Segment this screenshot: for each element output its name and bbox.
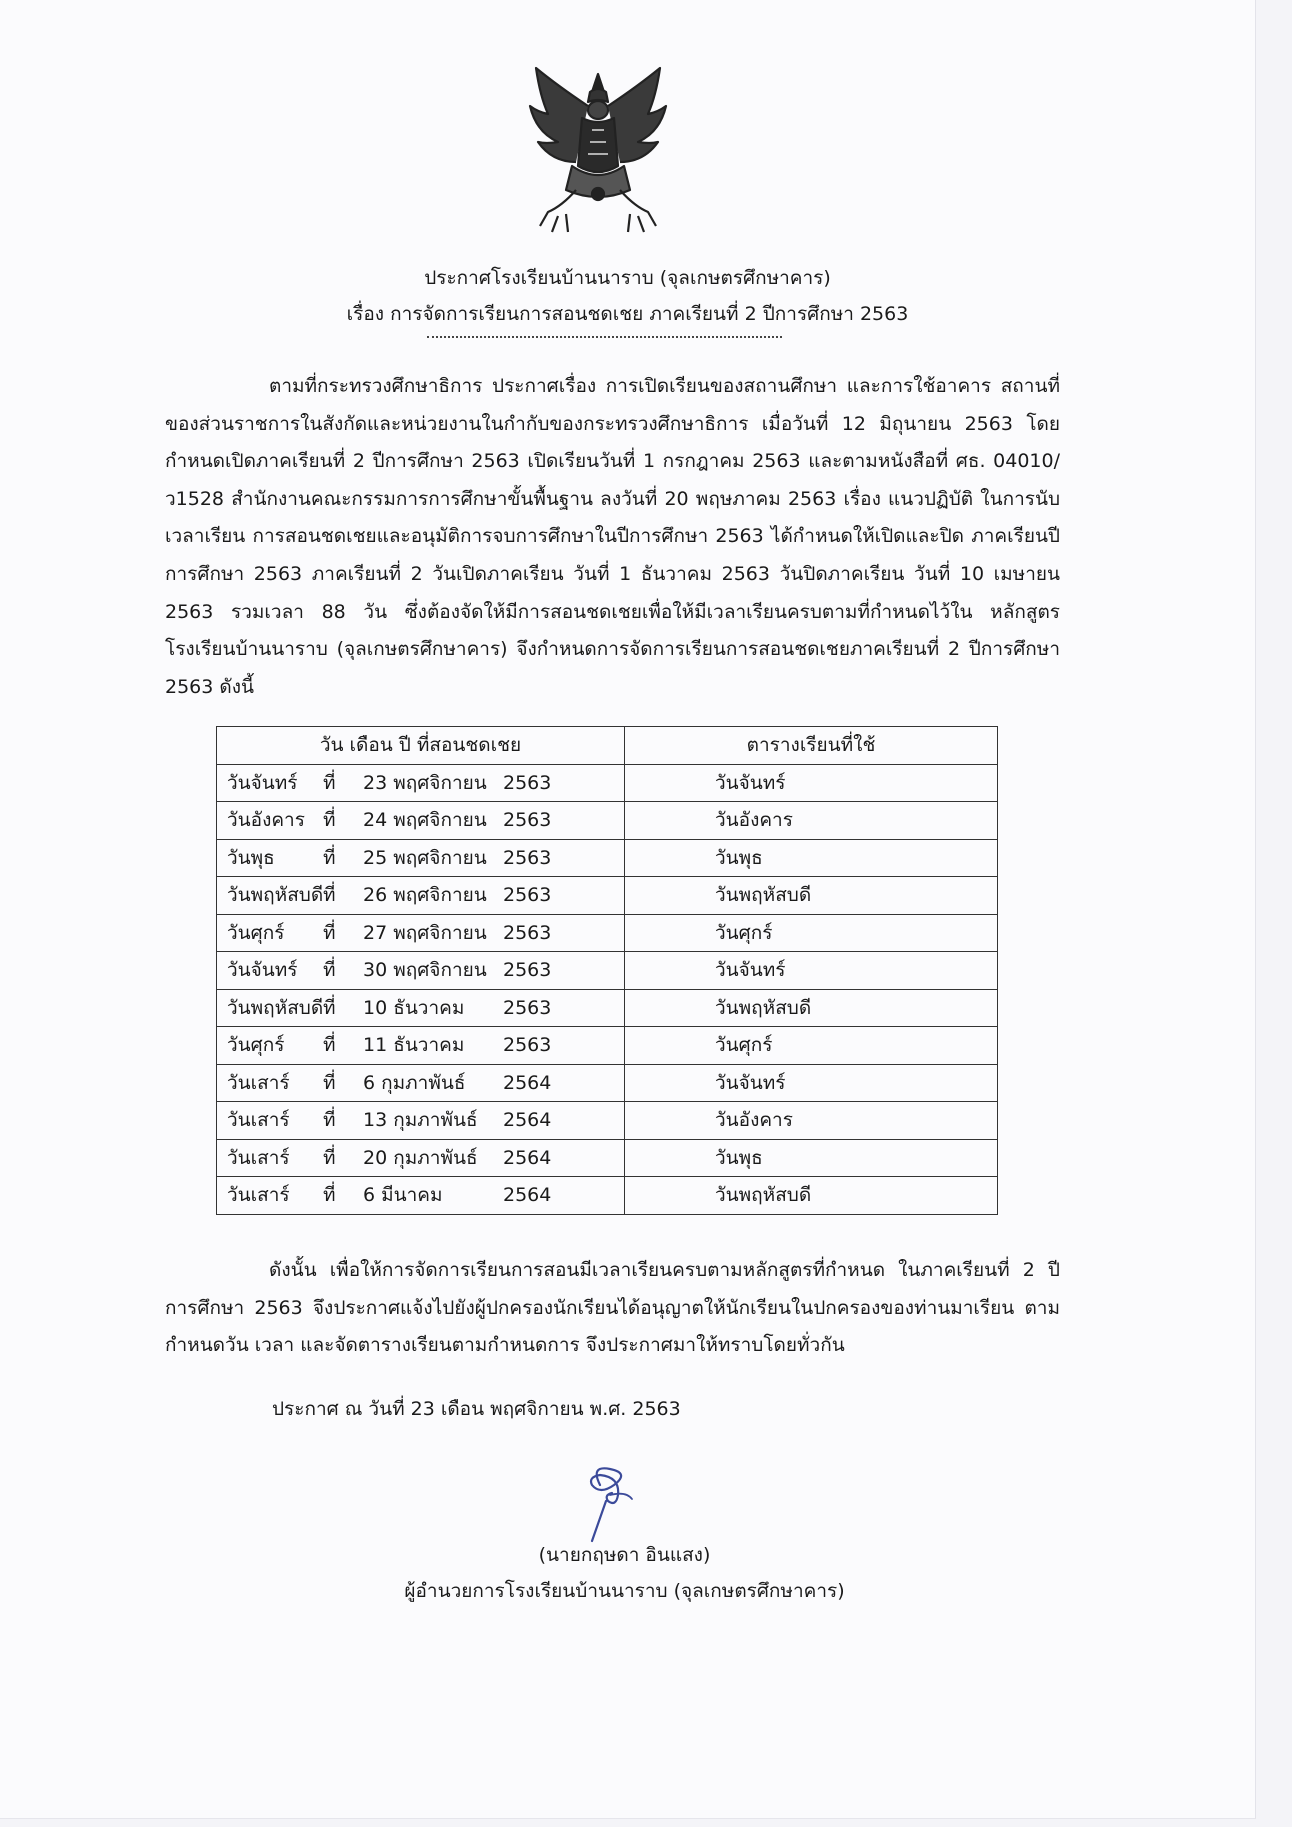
date-text: 26 พฤศจิกายน xyxy=(363,884,487,907)
announcement-title: ประกาศโรงเรียนบ้านนาราบ (จุลเกษตรศึกษาคาร) xyxy=(424,267,831,289)
prefix-text: ที่ xyxy=(323,1184,336,1207)
weekday-text: วันพฤหัสบดี xyxy=(227,996,324,1019)
table-header-row xyxy=(217,727,998,765)
announcement-subject: เรื่อง การจัดการเรียนการสอนชดเชย ภาคเรียนที่ 2 ปีการศึกษา 2563 xyxy=(346,303,909,325)
table-row xyxy=(217,989,998,1027)
weekday-text: วันพุธ xyxy=(227,846,275,869)
date-text: 10 ธันวาคม xyxy=(363,996,465,1019)
table-row xyxy=(217,839,998,877)
header-schedule: ตารางเรียนที่ใช้ xyxy=(625,727,998,765)
weekday-text: วันจันทร์ xyxy=(227,771,298,794)
schedule-cell: วันพฤหัสบดี xyxy=(625,1177,998,1215)
weekday-text: วันอังคาร xyxy=(227,809,305,832)
year-text: 2563 xyxy=(503,884,552,907)
makeup-date-cell xyxy=(217,1027,625,1065)
table-row xyxy=(217,914,998,952)
year-text: 2563 xyxy=(503,959,552,982)
table-row xyxy=(217,1027,998,1065)
weekday-text: วันเสาร์ xyxy=(227,1184,290,1207)
prefix-text: ที่ xyxy=(323,1146,336,1169)
makeup-date-cell xyxy=(217,1139,625,1177)
year-text: 2563 xyxy=(503,921,552,944)
makeup-schedule-table xyxy=(216,726,998,1215)
body-paragraph-2: ดังนั้น เพื่อให้การจัดการเรียนการสอนมีเวลาเรียนครบตามหลักสูตรที่กำหนด ในภาคเรียนที่ 2 ปีการศึกษา 2563 จึงประกาศแจ้งไปยังผู้ปกครองนักเรียนได้อนุญาตให้นักเรียนในปกครองของท่านมาเรียน ตามกำหนดวัน เวลา และจัดตารางเรียนตามกำหนดการ จึงประกาศมาให้ทราบโดยทั่วกัน xyxy=(165,1259,1060,1357)
prefix-text: ที่ xyxy=(323,809,336,832)
makeup-date-cell xyxy=(217,1064,625,1102)
signer-name: (นายกฤษดา อินแสง) xyxy=(538,1544,711,1566)
makeup-date-cell xyxy=(217,989,625,1027)
year-text: 2563 xyxy=(503,771,552,794)
schedule-cell: วันจันทร์ xyxy=(625,764,998,802)
schedule-cell: วันจันทร์ xyxy=(625,952,998,990)
garuda-emblem-icon xyxy=(518,66,678,236)
schedule-cell: วันจันทร์ xyxy=(625,1064,998,1102)
table-row xyxy=(217,802,998,840)
table-row xyxy=(217,764,998,802)
date-text: 23 พฤศจิกายน xyxy=(363,771,487,794)
makeup-date-cell xyxy=(217,1102,625,1140)
year-text: 2563 xyxy=(503,846,552,869)
signer-position: ผู้อำนวยการโรงเรียนบ้านนาราบ (จุลเกษตรศึกษาคาร) xyxy=(404,1580,845,1602)
year-text: 2564 xyxy=(503,1109,552,1132)
schedule-cell: วันพุธ xyxy=(625,839,998,877)
year-text: 2564 xyxy=(503,1184,552,1207)
schedule-cell: วันพฤหัสบดี xyxy=(625,877,998,915)
dotted-divider xyxy=(427,336,782,338)
table-row xyxy=(217,1064,998,1102)
makeup-date-cell xyxy=(217,764,625,802)
makeup-date-cell xyxy=(217,877,625,915)
body-paragraph-1: ตามที่กระทรวงศึกษาธิการ ประกาศเรื่อง การเปิดเรียนของสถานศึกษา และการใช้อาคาร สถานที่ของส่วนราชการในสังกัดและหน่วยงานในกำกับของกระทรวงศึกษาธิการ เมื่อวันที่ 12 มิถุนายน 2563 โดยกำหนดเปิดภาคเรียนที่ 2 ปีการศึกษา 2563 เปิดเรียนวันที่ 1 กรกฎาคม 2563 และตามหนังสือที่ ศธ. 04010/ว1528 สำนักงานคณะกรรมการการศึกษาขั้นพื้นฐาน ลงวันที่ 20 พฤษภาคม 2563 เรื่อง แนวปฏิบัติ ในการนับเวลาเรียน การสอนชดเชยและอนุมัติการจบการศึกษาในปีการศึกษา 2563 ได้กำหนดให้เปิดและปิด ภาคเรียนปีการศึกษา 2563 ภาคเรียนที่ 2 วันเปิดภาคเรียน วันที่ 1 ธันวาคม 2563 วันปิดภาคเรียน วันที่ 10 เมษายน 2563 รวมเวลา 88 วัน ซึ่งต้องจัดให้มีการสอนชดเชยเพื่อให้มีเวลาเรียนครบตามที่กำหนดไว้ใน หลักสูตร โรงเรียนบ้านนาราบ (จุลเกษตรศึกษาคาร) จึงกำหนดการจัดการเรียนการสอนชดเชยภาคเรียนที่ 2 ปีการศึกษา 2563 ดังนี้ xyxy=(165,375,1060,698)
prefix-text: ที่ xyxy=(323,1109,336,1132)
makeup-date-cell xyxy=(217,802,625,840)
date-text: 13 กุมภาพันธ์ xyxy=(363,1109,478,1132)
weekday-text: วันเสาร์ xyxy=(227,1071,290,1094)
table-row xyxy=(217,1102,998,1140)
year-text: 2564 xyxy=(503,1146,552,1169)
date-text: 6 มีนาคม xyxy=(363,1184,443,1207)
prefix-text: ที่ xyxy=(323,996,336,1019)
makeup-date-cell xyxy=(217,914,625,952)
makeup-date-cell xyxy=(217,839,625,877)
schedule-cell: วันพุธ xyxy=(625,1139,998,1177)
date-text: 11 ธันวาคม xyxy=(363,1034,465,1057)
table-row xyxy=(217,1177,998,1215)
prefix-text: ที่ xyxy=(323,1071,336,1094)
prefix-text: ที่ xyxy=(323,1034,336,1057)
year-text: 2563 xyxy=(503,996,552,1019)
signature-image xyxy=(570,1455,650,1545)
weekday-text: วันเสาร์ xyxy=(227,1109,290,1132)
date-text: 6 กุมภาพันธ์ xyxy=(363,1071,466,1094)
weekday-text: วันเสาร์ xyxy=(227,1146,290,1169)
weekday-text: วันศุกร์ xyxy=(227,921,285,944)
weekday-text: วันพฤหัสบดี xyxy=(227,884,324,907)
year-text: 2563 xyxy=(503,1034,552,1057)
table-row xyxy=(217,877,998,915)
schedule-cell: วันพฤหัสบดี xyxy=(625,989,998,1027)
prefix-text: ที่ xyxy=(323,846,336,869)
schedule-cell: วันศุกร์ xyxy=(625,914,998,952)
schedule-cell: วันอังคาร xyxy=(625,802,998,840)
makeup-date-cell xyxy=(217,952,625,990)
prefix-text: ที่ xyxy=(323,884,336,907)
date-text: 24 พฤศจิกายน xyxy=(363,809,487,832)
makeup-date-cell xyxy=(217,1177,625,1215)
header-date: วัน เดือน ปี ที่สอนชดเชย xyxy=(217,727,625,765)
date-text: 25 พฤศจิกายน xyxy=(363,846,487,869)
schedule-cell: วันศุกร์ xyxy=(625,1027,998,1065)
weekday-text: วันจันทร์ xyxy=(227,959,298,982)
prefix-text: ที่ xyxy=(323,771,336,794)
date-text: 27 พฤศจิกายน xyxy=(363,921,487,944)
prefix-text: ที่ xyxy=(323,921,336,944)
date-text: 20 กุมภาพันธ์ xyxy=(363,1146,478,1169)
table-row xyxy=(217,952,998,990)
table-row xyxy=(217,1139,998,1177)
issue-date: ประกาศ ณ วันที่ 23 เดือน พฤศจิกายน พ.ศ. 2563 xyxy=(272,1398,681,1420)
year-text: 2563 xyxy=(503,809,552,832)
date-text: 30 พฤศจิกายน xyxy=(363,959,487,982)
year-text: 2564 xyxy=(503,1071,552,1094)
schedule-cell: วันอังคาร xyxy=(625,1102,998,1140)
prefix-text: ที่ xyxy=(323,959,336,982)
weekday-text: วันศุกร์ xyxy=(227,1034,285,1057)
